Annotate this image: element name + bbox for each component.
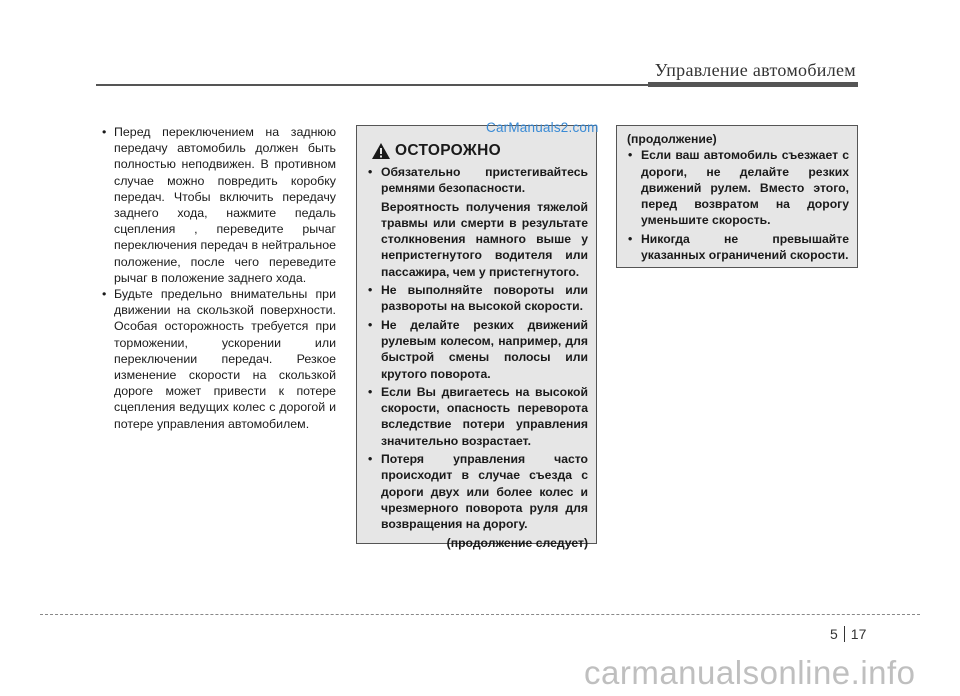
section-title: Управление автомобилем	[654, 60, 856, 80]
page-number	[830, 626, 866, 642]
continuation-box	[616, 125, 858, 268]
continuation-title: (продолжение)	[627, 132, 717, 146]
warning-heading-text: ОСТОРОЖНО	[395, 142, 501, 159]
page-number-separator	[844, 626, 845, 642]
continuation-item: • Если ваш автомобиль съезжает с дороги, не делайте резких движений рулем. Вместо этого, перед возвратом на дорогу уменьшите скорость.	[627, 147, 849, 228]
warning-item: • Если Вы двигаетесь на высокой скорости, опасность переворота вследствие потери управления значительно возрастает.	[367, 384, 588, 449]
warning-list	[367, 164, 588, 533]
page-number-value: 17	[850, 626, 867, 642]
warning-item-text: • Обязательно пристегивайтесь ремнями безопасности.	[381, 165, 588, 196]
warning-box	[356, 125, 597, 550]
continued-note: (продолжение следует)	[446, 535, 588, 550]
header-rule-accent	[648, 82, 858, 87]
left-column	[100, 124, 336, 432]
left-column-list	[100, 124, 336, 432]
footer-rule	[40, 614, 920, 615]
list-item: • Будьте предельно внимательны при движении на скользкой поверхности. Особая осторожность требуется при торможении, ускорении или переключении передач. Резкое изменение скорости на скользкой дороге может привести к потере сцепления ведущих колес с дорогой и потере управления автомобилем.	[100, 286, 336, 432]
chapter-number: 5	[830, 626, 838, 642]
continuation-list	[627, 147, 849, 263]
warning-item: • Не делайте резких движений рулевым колесом, например, для быстрой смены полосы или крутого поворота.	[367, 317, 588, 382]
warning-item	[367, 164, 588, 280]
warning-triangle-icon	[371, 142, 391, 160]
watermark-top: CarManuals2.com	[486, 120, 599, 135]
warning-item-text: Вероятность получения тяжелой травмы или смерти в результате столкновения намного выше у непристегнутого водителя или пассажира, чем у пристегнутого.	[381, 199, 588, 279]
warning-item: • Потеря управления часто происходит в случае съезда с дороги двух или более колес и чрезмерного поворота руля для возвращения на дорогу.	[367, 451, 588, 532]
watermark-bottom: carmanualsonline.info	[584, 654, 916, 691]
warning-heading	[371, 142, 588, 160]
warning-item: • Не выполняйте повороты или развороты на высокой скорости.	[367, 282, 588, 315]
list-item: • Перед переключением на заднюю передачу автомобиль должен быть полностью неподвижен. В противном случае можно повредить коробку передач. Чтобы включить передачу заднего хода, нажмите педаль сцепления , переведите рычаг переключения передач в нейтральное положение, после чего переведите рычаг в положение заднего хода.	[100, 124, 336, 286]
continuation-item: • Никогда не превышайте указанных ограничений скорости.	[627, 231, 849, 264]
